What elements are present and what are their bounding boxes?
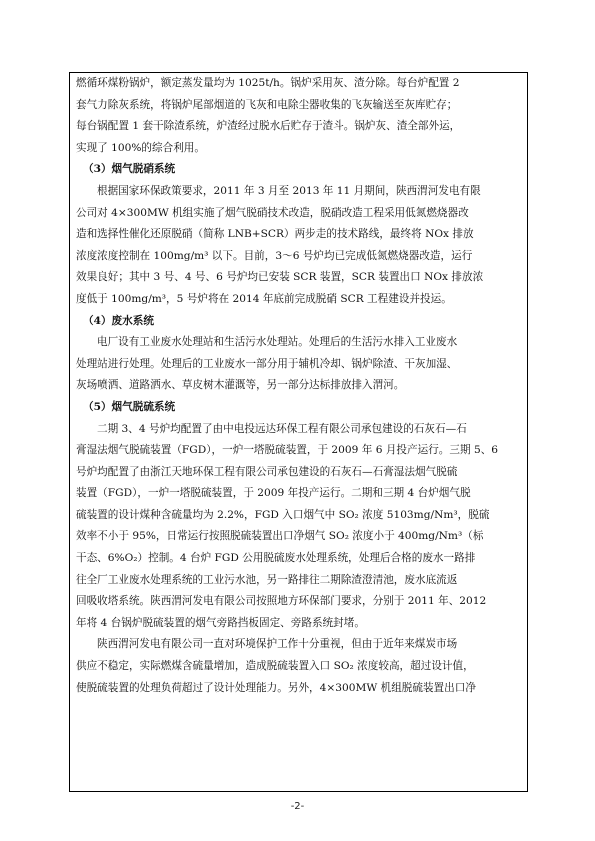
section-paragraph: 根据国家环保政策要求，2011 年 3 月至 2013 年 11 月期间，陕西渭河发电有限 公司对 4×300MW 机组实施了烟气脱硝技术改造，脱硝改造工程采用低氮燃烧器改 造和选择性催化还原脱硝（简称 LNB+SCR）两步走的技术路线，最终将 NOx 排放 浓度浓度控制在 100mg/m³ 以下。目前，3～6 号炉均已完成低氮燃烧器改造，运行 效果良好；其中 3 号、4 号、6 号炉均已安装 SCR 装置，SCR 装置出口 NOx 排放浓 度低于 100mg/m³，5 号炉将在 2014 年底前完成脱硝 SCR 工程建设并投运。 (76, 184, 484, 305)
section-paragraph: 二期 3、4 号炉均配置了由中电投远达环保工程有限公司承包建设的石灰石—石 膏湿法烟气脱硫装置（FGD），一炉一塔脱硫装置，于 2009 年 6 月投产运行。三期 5、6 号炉均配置了由浙江天地环保工程有限公司承包建设的石灰石—石膏湿法烟气脱硫 装置（FGD），一炉一塔脱硫装置，于 2009 年投产运行。二期和三期 4 台炉烟气脱 硫装置的设计煤种含硫量均为 2.2%，FGD 入口烟气中 SO₂ 浓度 5103mg/Nm³，脱硫 效率不小于 95%，日常运行按照脱硫装置出口净烟气 SO₂ 浓度小于 400mg/Nm³（标 干态、6%O₂）控制。4 台炉 FGD 公用脱硫废水处理系统，处理后合格的废水一路排 往全厂工业废水处理系统的工业污水池，另一路排往二期除渣澄清池，废水底流返 回吸收塔系统。陕西渭河发电有限公司按照地方环保部门要求，分别于 2011 年、2012 年将 4 台锅炉脱硫装置的烟气旁路挡板固定、旁路系统封堵。 (76, 422, 499, 629)
section-heading: （3）烟气脱硝系统 (83, 163, 176, 176)
intro-paragraph: 燃循环煤粉锅炉，额定蒸发量均为 1025t/h。锅炉采用灰、渣分除。每台炉配置 2 套气力除灰系统，将锅炉尾部烟道的飞灰和电除尘器收集的飞灰输送至灰库贮存； 每台锅配置 1 套干除渣系统，炉渣经过脱水后贮存于渣斗。锅炉灰、渣全部外运， 实现了 100%的综合利用。 (76, 77, 461, 154)
section-wastewater (76, 311, 523, 397)
document-body (76, 73, 523, 699)
section-paragraph: 陕西渭河发电有限公司一直对环境保护工作十分重视，但由于近年来煤炭市场 供应不稳定，实际燃煤含硫量增加，造成脱硫装置入口 SO₂ 浓度较高，超过设计值， 使脱硫装置的处理负荷超过了设计处理能力。另外，4×300MW 机组脱硫装置出口净 (76, 638, 476, 694)
section-denitrification (76, 159, 523, 310)
page-number: -2- (290, 801, 305, 812)
section-heading: （5）烟气脱硫系统 (83, 400, 176, 413)
section-heading: （4）废水系统 (83, 314, 154, 327)
section-desulfurization (76, 397, 523, 699)
section-paragraph: 电厂设有工业废水处理站和生活污水处理站。处理后的生活污水排入工业废水 处理站进行处理。处理后的工业废水一部分用于辅机冷却、锅炉除渣、干灰加湿、 灰场喷洒、道路洒水、草皮树木灌溉等，另一部分达标排放排入渭河。 (76, 336, 458, 392)
content-frame (69, 72, 528, 792)
